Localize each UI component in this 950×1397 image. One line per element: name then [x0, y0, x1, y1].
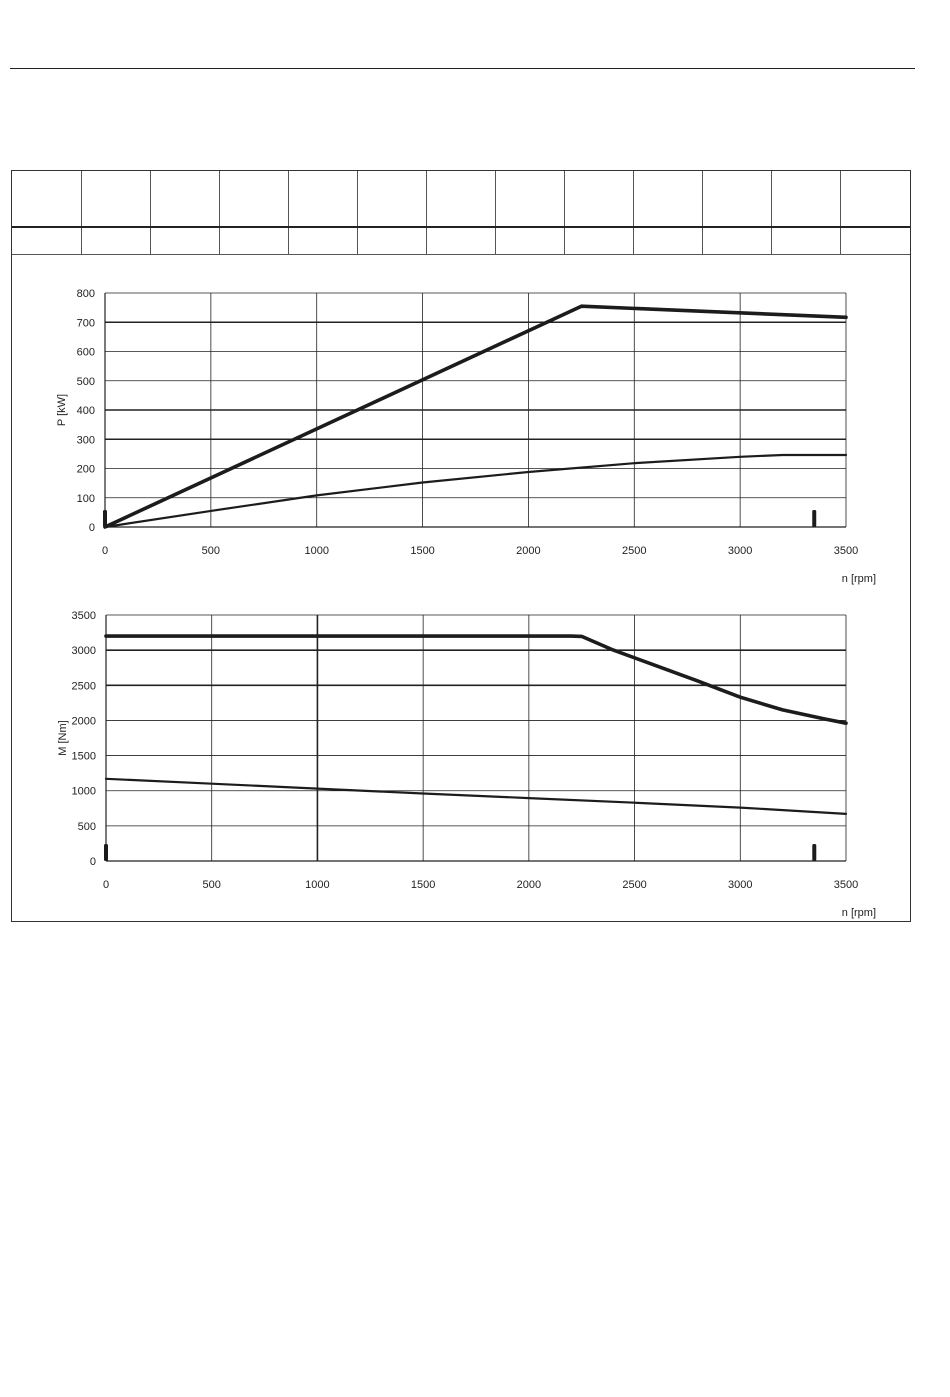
y-tick-label: 400	[76, 405, 95, 417]
series-line-thin	[106, 779, 846, 814]
x-tick-label: 0	[101, 545, 109, 557]
series-line-bold	[106, 636, 846, 723]
x-tick-label: 2000	[516, 545, 541, 557]
x-tick-label: 3000	[727, 545, 753, 557]
x-tick-label: 2500	[622, 879, 647, 891]
x-tick-label: 2500	[622, 545, 647, 557]
y-tick-label: 3500	[71, 610, 96, 622]
x-tick-label: 500	[201, 545, 221, 557]
x-tick-label: 1500	[410, 545, 435, 557]
y-tick-label: 500	[76, 375, 95, 388]
x-tick-label: 0	[102, 879, 110, 891]
range-marker	[812, 844, 816, 861]
y-tick-label: 100	[76, 492, 95, 505]
x-tick-label: 3000	[728, 879, 753, 891]
range-marker	[104, 844, 108, 861]
y-tick-label: 200	[76, 463, 95, 476]
y-tick-label: 3000	[71, 645, 96, 658]
y-tick-label: 300	[76, 434, 95, 447]
x-axis-label: n [rpm]	[841, 907, 876, 919]
x-tick-label: 1500	[410, 879, 436, 891]
x-tick-label: 3500	[833, 545, 859, 557]
y-tick-label: 700	[76, 317, 95, 330]
y-tick-label: 800	[76, 288, 95, 300]
y-tick-label: 1500	[71, 750, 96, 763]
y-tick-label: 600	[76, 346, 95, 359]
x-tick-label: 3500	[833, 879, 859, 891]
x-tick-label: 500	[202, 879, 221, 891]
y-tick-label: 2500	[71, 680, 96, 693]
y-axis-label: P [kW]	[56, 393, 68, 427]
y-tick-label: 2000	[71, 715, 96, 728]
y-axis-label: M [Nm]	[57, 720, 69, 756]
y-tick-label: 500	[77, 820, 96, 833]
x-tick-label: 1000	[304, 545, 329, 557]
x-tick-label: 1000	[305, 879, 330, 891]
y-tick-label: 0	[88, 522, 95, 534]
y-tick-label: 0	[89, 856, 96, 868]
x-tick-label: 2000	[516, 879, 542, 891]
x-axis-label: n [rpm]	[841, 573, 876, 585]
y-tick-label: 1000	[71, 785, 96, 798]
